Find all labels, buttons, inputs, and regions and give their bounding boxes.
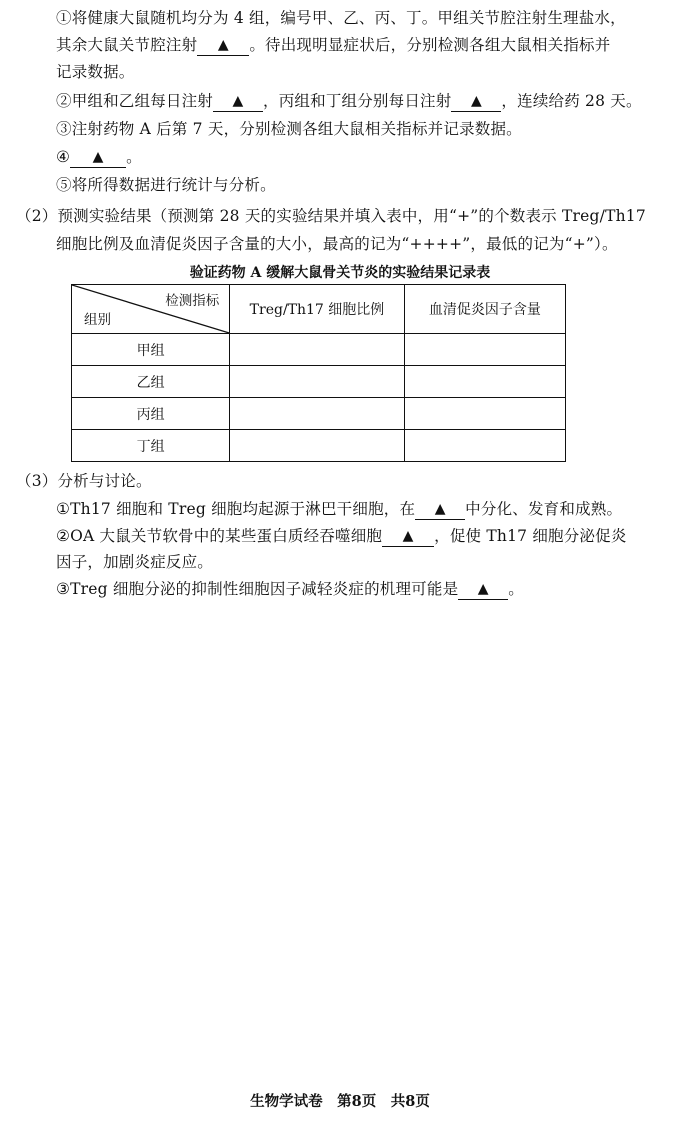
table-cell[interactable]: [230, 398, 404, 430]
answer-blank[interactable]: [451, 92, 501, 112]
table-cell[interactable]: [404, 398, 565, 430]
step-2-line: [56, 89, 642, 113]
row-label: 丙组: [72, 398, 230, 430]
question-3-text-b: 。: [508, 580, 524, 598]
triangle-icon: ▲: [434, 501, 446, 517]
table-cell[interactable]: [230, 430, 404, 462]
step-1-text-c: 。待出现明显症状后，分别检测各组大鼠相关指标并: [249, 36, 611, 54]
triangle-icon: ▲: [232, 93, 244, 109]
part-2-text-2: 细胞比例及血清促炎因子含量的大小，最高的记为“++++”，最低的记为“+”）。: [56, 235, 618, 253]
answer-blank[interactable]: [197, 36, 249, 56]
step-4-text-b: 。: [126, 148, 142, 166]
row-label: 甲组: [72, 334, 230, 366]
step-1-line-3: [56, 60, 135, 84]
table-caption: 验证药物 A 缓解大鼠骨关节炎的实验结果记录表: [189, 265, 491, 281]
step-1-line-1: [56, 6, 626, 30]
triangle-icon: ▲: [217, 37, 229, 53]
answer-blank[interactable]: [382, 527, 434, 547]
part-3-title: [16, 469, 152, 493]
column-header: 血清促炎因子含量: [404, 285, 565, 334]
table-header-row: [72, 285, 566, 334]
answer-blank[interactable]: [458, 580, 508, 600]
step-3-line: [56, 117, 522, 141]
step-4-text-a: ④: [56, 148, 71, 166]
table-row: [72, 334, 566, 366]
step-2-text-c: ，连续给药 28 天。: [501, 92, 642, 110]
answer-blank[interactable]: [213, 92, 263, 112]
answer-blank[interactable]: [70, 148, 126, 168]
answer-blank[interactable]: [415, 500, 465, 520]
triangle-icon: ▲: [92, 149, 104, 165]
part-2-line-1: [16, 204, 646, 228]
result-record-table: [71, 284, 566, 462]
step-1-text-a: ①将健康大鼠随机均分为 4 组，编号甲、乙、丙、丁。甲组关节腔注射生理盐水，: [56, 9, 626, 27]
step-1-text-b: 其余大鼠关节腔注射: [56, 36, 198, 54]
question-2-text-a: ②OA 大鼠关节软骨中的某些蛋白质经吞噬细胞: [56, 527, 383, 545]
step-5-text: ⑤将所得数据进行统计与分析。: [56, 176, 276, 194]
part-2-text-1: （2）预测实验结果（预测第 28 天的实验结果并填入表中，用“+”的个数表示 Treg/Th17: [16, 207, 646, 225]
triangle-icon: ▲: [477, 581, 489, 597]
table-cell[interactable]: [230, 334, 404, 366]
part-2-line-2: [56, 232, 618, 256]
step-3-text: ③注射药物 A 后第 7 天，分别检测各组大鼠相关指标并记录数据。: [56, 120, 522, 138]
table-row: [72, 430, 566, 462]
question-3-line: [56, 577, 524, 601]
row-label: 乙组: [72, 366, 230, 398]
page-footer: 生物学试卷 第8页 共8页: [250, 1093, 430, 1110]
step-1-line-2: [56, 33, 610, 57]
step-5-line: [56, 173, 276, 197]
triangle-icon: ▲: [470, 93, 482, 109]
column-header: Treg/Th17 细胞比例: [230, 285, 404, 334]
step-1-text-d: 记录数据。: [56, 63, 135, 81]
question-1-text-b: 中分化、发育和成熟。: [465, 500, 623, 518]
table-cell[interactable]: [404, 334, 565, 366]
question-2-line-1: [56, 524, 627, 548]
step-4-line: [56, 145, 142, 169]
table-row: [72, 366, 566, 398]
question-3-text-a: ③Treg 细胞分泌的抑制性细胞因子减轻炎症的机理可能是: [56, 580, 459, 598]
part-3-title-text: （3）分析与讨论。: [16, 472, 152, 490]
step-2-text-a: ②甲组和乙组每日注射: [56, 92, 214, 110]
table-cell[interactable]: [230, 366, 404, 398]
table-row: [72, 398, 566, 430]
corner-label-group: 组别: [84, 312, 111, 328]
question-2-text-c: 因子，加剧炎症反应。: [56, 553, 214, 571]
table-cell[interactable]: [404, 430, 565, 462]
table-cell[interactable]: [404, 366, 565, 398]
corner-label-indicator: 检测指标: [165, 293, 220, 309]
table-corner-cell: [72, 285, 230, 334]
row-label: 丁组: [72, 430, 230, 462]
question-1-line: [56, 497, 622, 521]
question-1-text-a: ①Th17 细胞和 Treg 细胞均起源于淋巴干细胞，在: [56, 500, 416, 518]
step-2-text-b: ，丙组和丁组分别每日注射: [263, 92, 452, 110]
question-2-line-2: [56, 550, 213, 574]
triangle-icon: ▲: [402, 528, 414, 544]
question-2-text-b: ，促使 Th17 细胞分泌促炎: [434, 527, 627, 545]
